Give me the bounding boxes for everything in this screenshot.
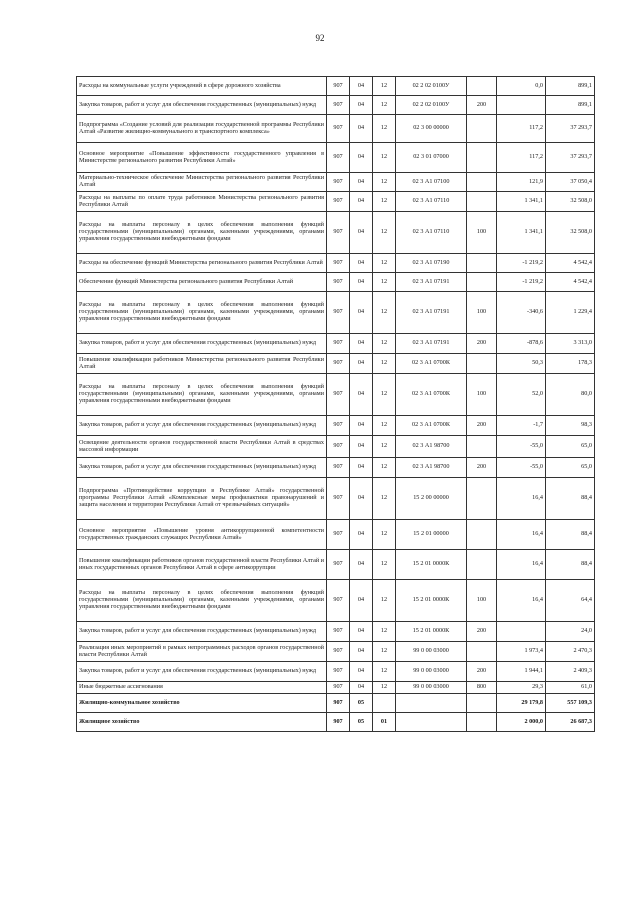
amount-change-cell: 1 944,1 xyxy=(497,662,546,682)
subsection-code-cell: 12 xyxy=(373,550,396,580)
grbs-code-cell: 907 xyxy=(327,77,350,96)
grbs-code-cell: 907 xyxy=(327,694,350,713)
amount-change-cell: -1,7 xyxy=(497,416,546,436)
table-row xyxy=(77,374,595,416)
section-code-cell: 04 xyxy=(350,77,373,96)
target-article-cell: 99 0 00 03000 xyxy=(396,662,467,682)
subsection-code-cell: 12 xyxy=(373,334,396,354)
grbs-code-cell: 907 xyxy=(327,192,350,212)
subsection-code-cell: 12 xyxy=(373,622,396,642)
target-article-cell: 02 3 А1 98700 xyxy=(396,436,467,458)
amount-change-cell: 117,2 xyxy=(497,115,546,143)
section-code-cell: 04 xyxy=(350,212,373,254)
subsection-code-cell xyxy=(373,694,396,713)
amount-change-cell: -55,0 xyxy=(497,458,546,478)
expense-type-cell: 200 xyxy=(467,458,497,478)
subsection-code-cell: 12 xyxy=(373,292,396,334)
row-name-cell: Расходы на выплаты персоналу в целях обеспечения выполнения функций государственными (муниципальными) органами, казенными учреждениями, органами управления государственными внебюджетными фондами xyxy=(77,374,327,416)
target-article-cell: 02 3 А1 07191 xyxy=(396,334,467,354)
expense-type-cell: 200 xyxy=(467,662,497,682)
expense-type-cell: 100 xyxy=(467,580,497,622)
target-article-cell xyxy=(396,713,467,732)
amount-total-cell: 61,0 xyxy=(546,682,595,694)
amount-total-cell: 98,3 xyxy=(546,416,595,436)
grbs-code-cell: 907 xyxy=(327,436,350,458)
row-name-cell: Расходы на выплаты персоналу в целях обеспечения выполнения функций государственными (муниципальными) органами, казенными учреждениями, органами управления государственными внебюджетными фондами xyxy=(77,580,327,622)
amount-total-cell: 4 542,4 xyxy=(546,273,595,292)
row-name-cell: Расходы на обеспечение функций Министерства регионального развития Республики Алтай xyxy=(77,254,327,273)
subsection-code-cell: 12 xyxy=(373,436,396,458)
table-row xyxy=(77,354,595,374)
target-article-cell: 02 3 А1 98700 xyxy=(396,458,467,478)
amount-change-cell xyxy=(497,96,546,115)
section-code-cell: 04 xyxy=(350,273,373,292)
expense-type-cell xyxy=(467,115,497,143)
grbs-code-cell: 907 xyxy=(327,173,350,192)
table-row xyxy=(77,713,595,732)
amount-change-cell: 16,4 xyxy=(497,550,546,580)
section-code-cell: 04 xyxy=(350,550,373,580)
row-name-cell: Подпрограмма «Противодействие коррупции в Республике Алтай» государственной программы Республики Алтай «Комплексные меры профилактики правонарушений и защита населения и территории Республики Алтай от чрезвычайных ситуаций» xyxy=(77,478,327,520)
amount-change-cell: 2 000,0 xyxy=(497,713,546,732)
section-code-cell: 04 xyxy=(350,334,373,354)
amount-change-cell: -55,0 xyxy=(497,436,546,458)
grbs-code-cell: 907 xyxy=(327,292,350,334)
table-row xyxy=(77,273,595,292)
table-row xyxy=(77,254,595,273)
table-row xyxy=(77,416,595,436)
page-number: 92 xyxy=(315,33,325,43)
subsection-code-cell: 12 xyxy=(373,192,396,212)
subsection-code-cell: 12 xyxy=(373,662,396,682)
table-row xyxy=(77,520,595,550)
target-article-cell: 99 0 00 03000 xyxy=(396,682,467,694)
amount-total-cell: 3 313,0 xyxy=(546,334,595,354)
grbs-code-cell: 907 xyxy=(327,458,350,478)
amount-total-cell: 899,1 xyxy=(546,96,595,115)
row-name-cell: Жилищное хозяйство xyxy=(77,713,327,732)
amount-total-cell: 88,4 xyxy=(546,550,595,580)
section-code-cell: 04 xyxy=(350,662,373,682)
budget-table xyxy=(76,76,595,732)
target-article-cell: 02 2 02 0100У xyxy=(396,96,467,115)
subsection-code-cell: 12 xyxy=(373,115,396,143)
row-name-cell: Основное мероприятие «Повышение уровня антикоррупционной компетентности государственных гражданских служащих Республики Алтай» xyxy=(77,520,327,550)
amount-total-cell: 88,4 xyxy=(546,520,595,550)
expense-type-cell: 200 xyxy=(467,416,497,436)
row-name-cell: Закупка товаров, работ и услуг для обеспечения государственных (муниципальных) нужд xyxy=(77,458,327,478)
amount-total-cell: 4 542,4 xyxy=(546,254,595,273)
table-row xyxy=(77,580,595,622)
target-article-cell: 02 3 01 07000 xyxy=(396,143,467,173)
expense-type-cell xyxy=(467,713,497,732)
row-name-cell: Основное мероприятие «Повышение эффективности государственного управления в Министерстве регионального развития Республики Алтай» xyxy=(77,143,327,173)
target-article-cell: 02 3 А1 07110 xyxy=(396,212,467,254)
section-code-cell: 04 xyxy=(350,642,373,662)
grbs-code-cell: 907 xyxy=(327,273,350,292)
grbs-code-cell: 907 xyxy=(327,96,350,115)
subsection-code-cell: 12 xyxy=(373,520,396,550)
amount-total-cell: 64,4 xyxy=(546,580,595,622)
section-code-cell: 04 xyxy=(350,96,373,115)
grbs-code-cell: 907 xyxy=(327,115,350,143)
grbs-code-cell: 907 xyxy=(327,478,350,520)
amount-total-cell: 557 109,3 xyxy=(546,694,595,713)
section-code-cell: 04 xyxy=(350,173,373,192)
target-article-cell: 15 2 01 00000 xyxy=(396,520,467,550)
row-name-cell: Освещение деятельности органов государственной власти Республики Алтай в средствах массовой информации xyxy=(77,436,327,458)
amount-change-cell: -340,6 xyxy=(497,292,546,334)
grbs-code-cell: 907 xyxy=(327,550,350,580)
amount-total-cell: 32 508,0 xyxy=(546,212,595,254)
section-code-cell: 04 xyxy=(350,143,373,173)
target-article-cell: 02 3 А1 07191 xyxy=(396,273,467,292)
amount-total-cell: 32 508,0 xyxy=(546,192,595,212)
grbs-code-cell: 907 xyxy=(327,354,350,374)
section-code-cell: 04 xyxy=(350,580,373,622)
grbs-code-cell: 907 xyxy=(327,334,350,354)
amount-change-cell: 16,4 xyxy=(497,478,546,520)
grbs-code-cell: 907 xyxy=(327,374,350,416)
section-code-cell: 04 xyxy=(350,192,373,212)
grbs-code-cell: 907 xyxy=(327,416,350,436)
expense-type-cell: 100 xyxy=(467,374,497,416)
table-row xyxy=(77,143,595,173)
grbs-code-cell: 907 xyxy=(327,713,350,732)
row-name-cell: Подпрограмма «Создание условий для реализации государственной программы Республики Алтай «Развитие жилищно-коммунального и транспортного комплекса» xyxy=(77,115,327,143)
subsection-code-cell: 12 xyxy=(373,354,396,374)
section-code-cell: 04 xyxy=(350,478,373,520)
amount-change-cell: 1 341,1 xyxy=(497,212,546,254)
grbs-code-cell: 907 xyxy=(327,520,350,550)
amount-total-cell: 899,1 xyxy=(546,77,595,96)
target-article-cell: 02 3 А1 07100 xyxy=(396,173,467,192)
target-article-cell xyxy=(396,694,467,713)
target-article-cell: 02 3 А1 07110 xyxy=(396,192,467,212)
expense-type-cell xyxy=(467,143,497,173)
amount-change-cell: 29 179,8 xyxy=(497,694,546,713)
section-code-cell: 04 xyxy=(350,436,373,458)
subsection-code-cell: 12 xyxy=(373,374,396,416)
expense-type-cell xyxy=(467,642,497,662)
expense-type-cell xyxy=(467,354,497,374)
table-row xyxy=(77,212,595,254)
table-row xyxy=(77,192,595,212)
row-name-cell: Расходы на выплаты персоналу в целях обеспечения выполнения функций государственными (муниципальными) органами, казенными учреждениями, органами управления государственными внебюджетными фондами xyxy=(77,292,327,334)
amount-change-cell: 0,0 xyxy=(497,77,546,96)
section-code-cell: 05 xyxy=(350,694,373,713)
amount-total-cell: 88,4 xyxy=(546,478,595,520)
table-row xyxy=(77,173,595,192)
table-row xyxy=(77,292,595,334)
row-name-cell: Закупка товаров, работ и услуг для обеспечения государственных (муниципальных) нужд xyxy=(77,334,327,354)
section-code-cell: 04 xyxy=(350,622,373,642)
amount-total-cell: 1 229,4 xyxy=(546,292,595,334)
amount-total-cell: 37 050,4 xyxy=(546,173,595,192)
target-article-cell: 02 3 А1 0700К xyxy=(396,416,467,436)
row-name-cell: Расходы на выплаты персоналу в целях обеспечения выполнения функций государственными (муниципальными) органами, казенными учреждениями, органами управления государственными внебюджетными фондами xyxy=(77,212,327,254)
target-article-cell: 02 3 А1 07190 xyxy=(396,254,467,273)
section-code-cell: 04 xyxy=(350,520,373,550)
table-row xyxy=(77,682,595,694)
subsection-code-cell: 12 xyxy=(373,478,396,520)
grbs-code-cell: 907 xyxy=(327,254,350,273)
target-article-cell: 02 3 00 00000 xyxy=(396,115,467,143)
grbs-code-cell: 907 xyxy=(327,143,350,173)
subsection-code-cell: 12 xyxy=(373,254,396,273)
target-article-cell: 15 2 00 00000 xyxy=(396,478,467,520)
table-row xyxy=(77,115,595,143)
row-name-cell: Расходы на коммунальные услуги учреждений в сфере дорожного хозяйства xyxy=(77,77,327,96)
subsection-code-cell: 12 xyxy=(373,143,396,173)
expense-type-cell xyxy=(467,254,497,273)
section-code-cell: 04 xyxy=(350,354,373,374)
expense-type-cell xyxy=(467,77,497,96)
grbs-code-cell: 907 xyxy=(327,622,350,642)
table-row xyxy=(77,96,595,115)
subsection-code-cell: 12 xyxy=(373,642,396,662)
section-code-cell: 04 xyxy=(350,682,373,694)
expense-type-cell: 200 xyxy=(467,622,497,642)
row-name-cell: Закупка товаров, работ и услуг для обеспечения государственных (муниципальных) нужд xyxy=(77,662,327,682)
table-row xyxy=(77,622,595,642)
row-name-cell: Повышение квалификации работников органов государственной власти Республики Алтай и иных государственных органов Республики Алтай в сфере антикоррупции xyxy=(77,550,327,580)
section-code-cell: 04 xyxy=(350,254,373,273)
row-name-cell: Иные бюджетные ассигнования xyxy=(77,682,327,694)
amount-total-cell: 37 293,7 xyxy=(546,115,595,143)
row-name-cell: Закупка товаров, работ и услуг для обеспечения государственных (муниципальных) нужд xyxy=(77,96,327,115)
subsection-code-cell: 12 xyxy=(373,682,396,694)
expense-type-cell xyxy=(467,436,497,458)
expense-type-cell xyxy=(467,550,497,580)
amount-change-cell: 50,3 xyxy=(497,354,546,374)
row-name-cell: Материально-техническое обеспечение Министерства регионального развития Республики Алтай xyxy=(77,173,327,192)
amount-total-cell: 2 470,3 xyxy=(546,642,595,662)
row-name-cell: Обеспечение функций Министерства регионального развития Республики Алтай xyxy=(77,273,327,292)
grbs-code-cell: 907 xyxy=(327,662,350,682)
table-row xyxy=(77,334,595,354)
expense-type-cell: 100 xyxy=(467,292,497,334)
section-code-cell: 04 xyxy=(350,416,373,436)
expense-type-cell: 200 xyxy=(467,334,497,354)
target-article-cell: 02 3 А1 07191 xyxy=(396,292,467,334)
amount-change-cell: -878,6 xyxy=(497,334,546,354)
grbs-code-cell: 907 xyxy=(327,642,350,662)
table-row xyxy=(77,436,595,458)
section-code-cell: 04 xyxy=(350,374,373,416)
row-name-cell: Закупка товаров, работ и услуг для обеспечения государственных (муниципальных) нужд xyxy=(77,416,327,436)
expense-type-cell xyxy=(467,273,497,292)
row-name-cell: Реализация иных мероприятий в рамках непрограммных расходов органов государственной власти Республики Алтай xyxy=(77,642,327,662)
amount-change-cell: -1 219,2 xyxy=(497,254,546,273)
row-name-cell: Повышение квалификации работников Министерства регионального развития Республики Алтай xyxy=(77,354,327,374)
table-row xyxy=(77,642,595,662)
grbs-code-cell: 907 xyxy=(327,212,350,254)
amount-change-cell: 16,4 xyxy=(497,580,546,622)
amount-total-cell: 178,3 xyxy=(546,354,595,374)
amount-change-cell: 121,9 xyxy=(497,173,546,192)
amount-total-cell: 2 409,3 xyxy=(546,662,595,682)
target-article-cell: 15 2 01 0000К xyxy=(396,550,467,580)
section-code-cell: 04 xyxy=(350,292,373,334)
table-row xyxy=(77,662,595,682)
subsection-code-cell: 12 xyxy=(373,416,396,436)
subsection-code-cell: 12 xyxy=(373,173,396,192)
table-row xyxy=(77,77,595,96)
grbs-code-cell: 907 xyxy=(327,580,350,622)
amount-change-cell: 52,0 xyxy=(497,374,546,416)
subsection-code-cell: 01 xyxy=(373,713,396,732)
expense-type-cell xyxy=(467,478,497,520)
amount-change-cell: -1 219,2 xyxy=(497,273,546,292)
row-name-cell: Жилищно-коммунальное хозяйство xyxy=(77,694,327,713)
subsection-code-cell: 12 xyxy=(373,273,396,292)
subsection-code-cell: 12 xyxy=(373,580,396,622)
table-row xyxy=(77,458,595,478)
row-name-cell: Расходы на выплаты по оплате труда работников Министерства регионального развития Республики Алтай xyxy=(77,192,327,212)
expense-type-cell xyxy=(467,173,497,192)
row-name-cell: Закупка товаров, работ и услуг для обеспечения государственных (муниципальных) нужд xyxy=(77,622,327,642)
amount-total-cell: 26 687,3 xyxy=(546,713,595,732)
expense-type-cell: 100 xyxy=(467,212,497,254)
amount-change-cell: 16,4 xyxy=(497,520,546,550)
grbs-code-cell: 907 xyxy=(327,682,350,694)
expense-type-cell xyxy=(467,694,497,713)
table-row xyxy=(77,550,595,580)
target-article-cell: 02 3 А1 0700К xyxy=(396,374,467,416)
amount-total-cell: 65,0 xyxy=(546,436,595,458)
amount-change-cell xyxy=(497,622,546,642)
subsection-code-cell: 12 xyxy=(373,77,396,96)
target-article-cell: 15 2 01 0000К xyxy=(396,622,467,642)
subsection-code-cell: 12 xyxy=(373,212,396,254)
amount-total-cell: 24,0 xyxy=(546,622,595,642)
expense-type-cell xyxy=(467,192,497,212)
amount-change-cell: 1 341,1 xyxy=(497,192,546,212)
target-article-cell: 02 2 02 0100У xyxy=(396,77,467,96)
subsection-code-cell: 12 xyxy=(373,458,396,478)
expense-type-cell: 200 xyxy=(467,96,497,115)
target-article-cell: 02 3 А1 0700К xyxy=(396,354,467,374)
amount-change-cell: 117,2 xyxy=(497,143,546,173)
amount-total-cell: 80,0 xyxy=(546,374,595,416)
table-row xyxy=(77,694,595,713)
target-article-cell: 99 0 00 03000 xyxy=(396,642,467,662)
amount-total-cell: 65,0 xyxy=(546,458,595,478)
amount-change-cell: 29,3 xyxy=(497,682,546,694)
section-code-cell: 05 xyxy=(350,713,373,732)
section-code-cell: 04 xyxy=(350,115,373,143)
table-row xyxy=(77,478,595,520)
section-code-cell: 04 xyxy=(350,458,373,478)
amount-change-cell: 1 973,4 xyxy=(497,642,546,662)
subsection-code-cell: 12 xyxy=(373,96,396,115)
amount-total-cell: 37 293,7 xyxy=(546,143,595,173)
expense-type-cell xyxy=(467,520,497,550)
target-article-cell: 15 2 01 0000К xyxy=(396,580,467,622)
expense-type-cell: 800 xyxy=(467,682,497,694)
